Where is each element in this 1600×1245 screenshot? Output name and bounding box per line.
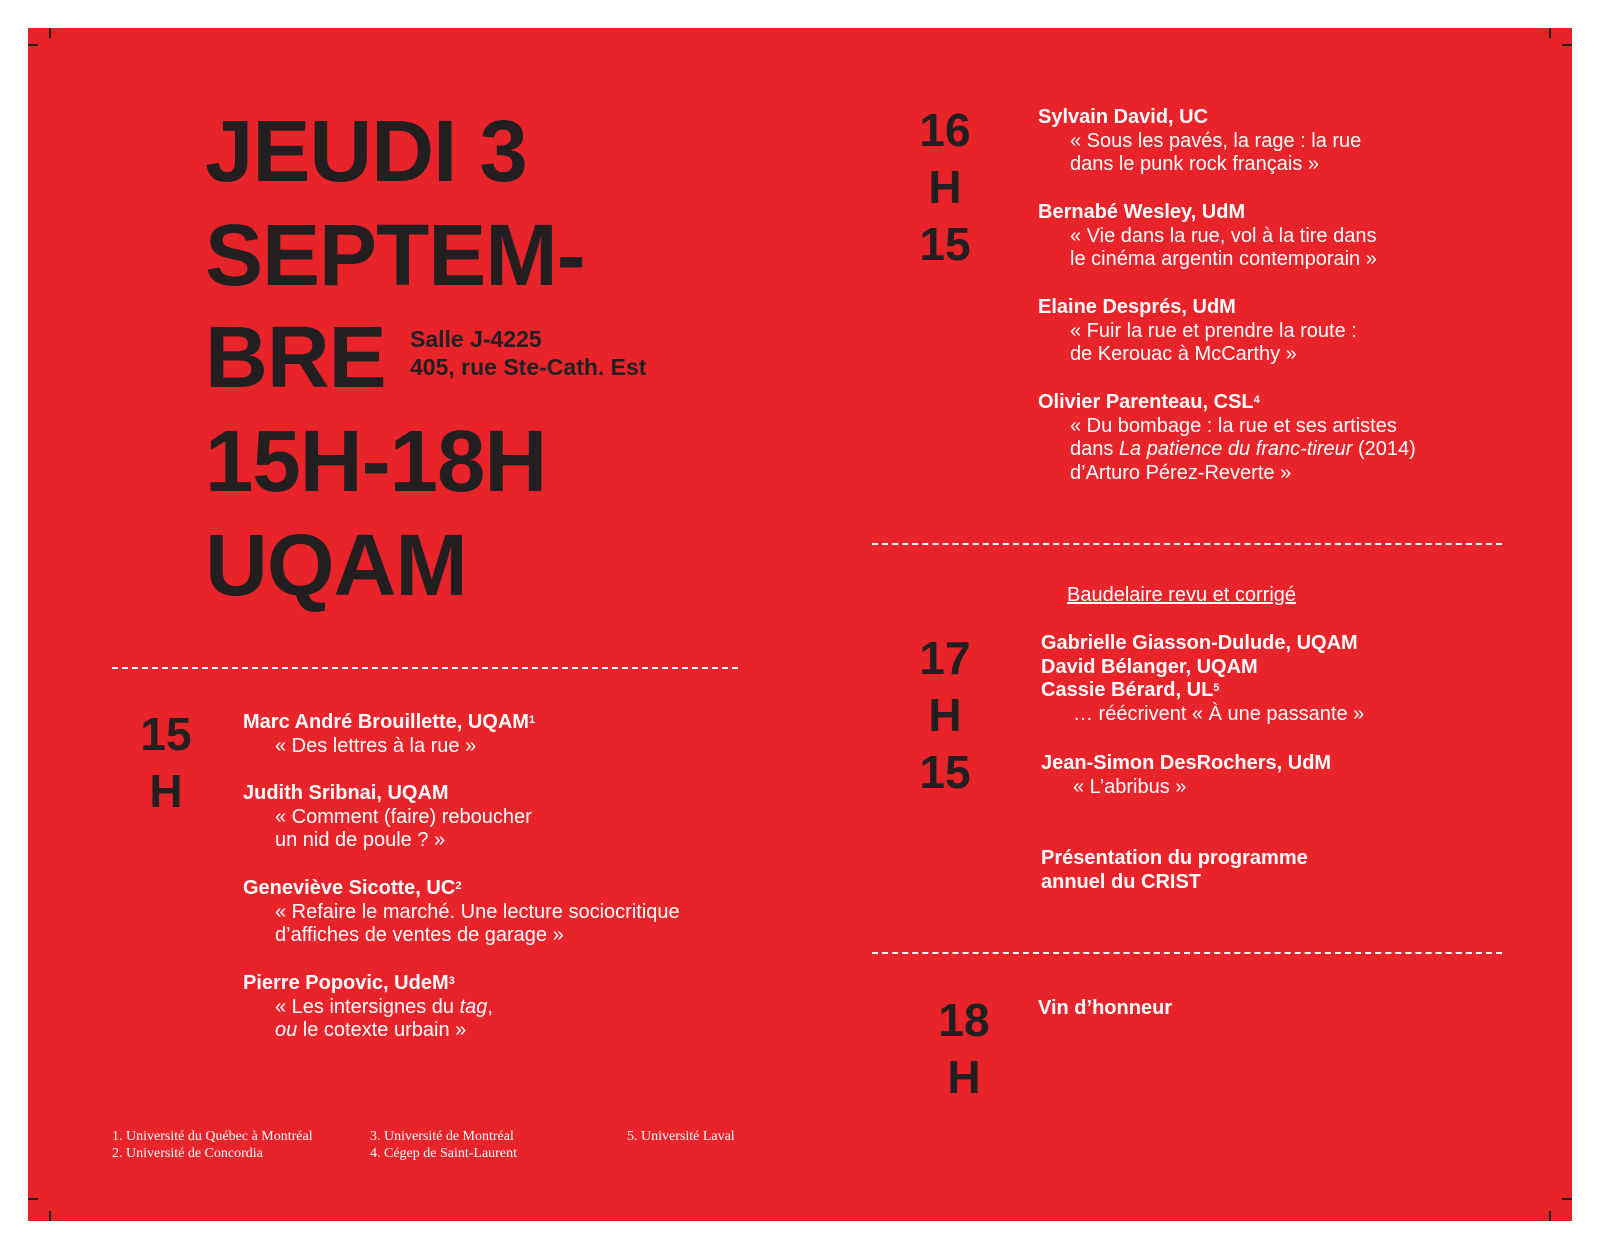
speaker-name: Bernabé Wesley, UdM [1038, 201, 1246, 223]
entry-brouillette [243, 711, 535, 758]
time-18h [929, 992, 999, 1106]
event-label: Vin d’honneur [1038, 997, 1173, 1019]
time-17h15-h: H [928, 689, 962, 741]
time-15h-h: H [149, 765, 183, 817]
talk-title: « Refaire le marché. Une lecture sociocritique d’affiches de ventes de garage » [275, 900, 680, 946]
footnotes-col-2 [370, 1128, 517, 1162]
crop-mark-bottom-left [28, 1198, 38, 1200]
entry-sribnai [243, 782, 532, 853]
talk-title: … réécrivent « À une passante » [1073, 702, 1365, 725]
entry-popovic [243, 972, 493, 1043]
talk-title: « Comment (faire) reboucher un nid de poule ? » [275, 805, 532, 851]
speaker-name: Sylvain David, UC [1038, 106, 1209, 128]
time-18h-hour: 18 [938, 994, 990, 1046]
speaker-name: Pierre Popovic, UdeM$^3$ [243, 972, 455, 994]
title-month-b: BRE [205, 309, 386, 406]
footnote-5: 5. Université Laval [627, 1129, 735, 1144]
footnote-1: 1. Université du Québec à Montréal [112, 1129, 313, 1144]
entry-vin-honneur [1038, 997, 1172, 1021]
talk-title: « Fuir la rue et prendre la route : de Kerouac à McCarthy » [1070, 319, 1357, 365]
footnote-ref: 3 [448, 975, 455, 987]
crop-mark-top-left-v [49, 28, 51, 38]
crop-mark-bottom-right [1562, 1198, 1572, 1200]
speaker-name: Geneviève Sicotte, $UC^2$ [243, 877, 462, 899]
presentation-line: annuel du CRIST [1041, 870, 1201, 893]
talk-title: « Du bombage : la rue et ses artistes dans La patience du franc-tireur (2014) d’Arturo Pérez-Reverte » [1070, 414, 1416, 484]
time-16h15-hour: 16 [919, 104, 971, 156]
time-16h15-h: H [928, 161, 962, 213]
footnote-ref: 4 [1253, 394, 1260, 406]
session-title: Baudelaire revu et corrigé [1067, 584, 1297, 606]
footnotes-col-1 [112, 1128, 313, 1162]
speaker-name: David Bélanger, UQAM [1041, 655, 1258, 678]
speaker-name: Judith Sribnai, UQAM [243, 782, 449, 804]
footnote-ref: 5 [1213, 682, 1220, 694]
title-month-a: SEPTEM- [205, 207, 585, 304]
talk-title: « Les intersignes du tag, ou le cotexte urbain » [275, 995, 493, 1041]
crop-mark-top-left [28, 44, 38, 46]
entry-sicotte [243, 877, 680, 948]
title-hours: 15H-18H [205, 413, 547, 510]
entry-desrochers [1041, 752, 1331, 799]
time-15h [131, 706, 201, 820]
presentation-line: Présentation du programme [1041, 847, 1308, 869]
separator-left [112, 667, 738, 669]
speaker-name: Jean-Simon DesRochers, UdM [1041, 752, 1332, 774]
talk-title: « L’abribus » [1073, 775, 1187, 798]
entry-group-passante [1041, 632, 1364, 726]
footnote-ref: 1 [528, 714, 536, 726]
crop-mark-top-right-v [1549, 28, 1551, 38]
title-place: UQAM [205, 517, 467, 614]
title-day: JEUDI 3 [205, 103, 527, 200]
footnote-ref: 2 [455, 880, 462, 892]
time-17h15-hour: 17 [919, 632, 971, 684]
speaker-name: Marc André Brouillette, UQAM$^1$ [243, 711, 536, 733]
footnote-4: 4. Cégep de Saint-Laurent [370, 1146, 517, 1161]
crop-mark-top-right [1562, 44, 1572, 46]
entry-david [1038, 106, 1361, 177]
time-18h-h: H [947, 1051, 981, 1103]
entry-wesley [1038, 201, 1377, 272]
entry-presentation [1041, 847, 1308, 894]
speaker-name: Cassie Bérard, $UL^5$ [1041, 679, 1220, 701]
venue-address: 405, rue Ste-Cath. Est [410, 354, 647, 380]
time-17h15 [910, 630, 980, 801]
footnote-3: 3. Université de Montréal [370, 1129, 514, 1144]
talk-title: « Vie dans la rue, vol à la tire dans le cinéma argentin contemporain » [1070, 224, 1377, 270]
crop-mark-bottom-left-v [49, 1211, 51, 1221]
time-16h15-min: 15 [919, 218, 971, 270]
footnotes-col-3 [627, 1128, 735, 1145]
talk-title: « Des lettres à la rue » [275, 734, 477, 757]
time-15h-hour: 15 [140, 708, 192, 760]
speaker-name: Elaine Després, UdM [1038, 296, 1236, 318]
venue-room: Salle J-4225 [410, 326, 542, 352]
talk-title: « Sous les pavés, la rage : la rue dans le punk rock français » [1070, 129, 1362, 175]
footnote-2: 2. Université de Concordia [112, 1146, 263, 1161]
entry-despres [1038, 296, 1357, 367]
separator-right-1 [872, 543, 1502, 545]
time-17h15-min: 15 [919, 746, 971, 798]
crop-mark-bottom-right-v [1549, 1211, 1551, 1221]
speaker-name: Gabrielle Giasson-Dulude, UQAM [1041, 632, 1358, 654]
separator-right-2 [872, 952, 1502, 954]
entry-parenteau [1038, 391, 1416, 485]
speaker-name: Olivier Parenteau, CSL$^4$ [1038, 391, 1260, 413]
time-16h15 [910, 102, 980, 273]
